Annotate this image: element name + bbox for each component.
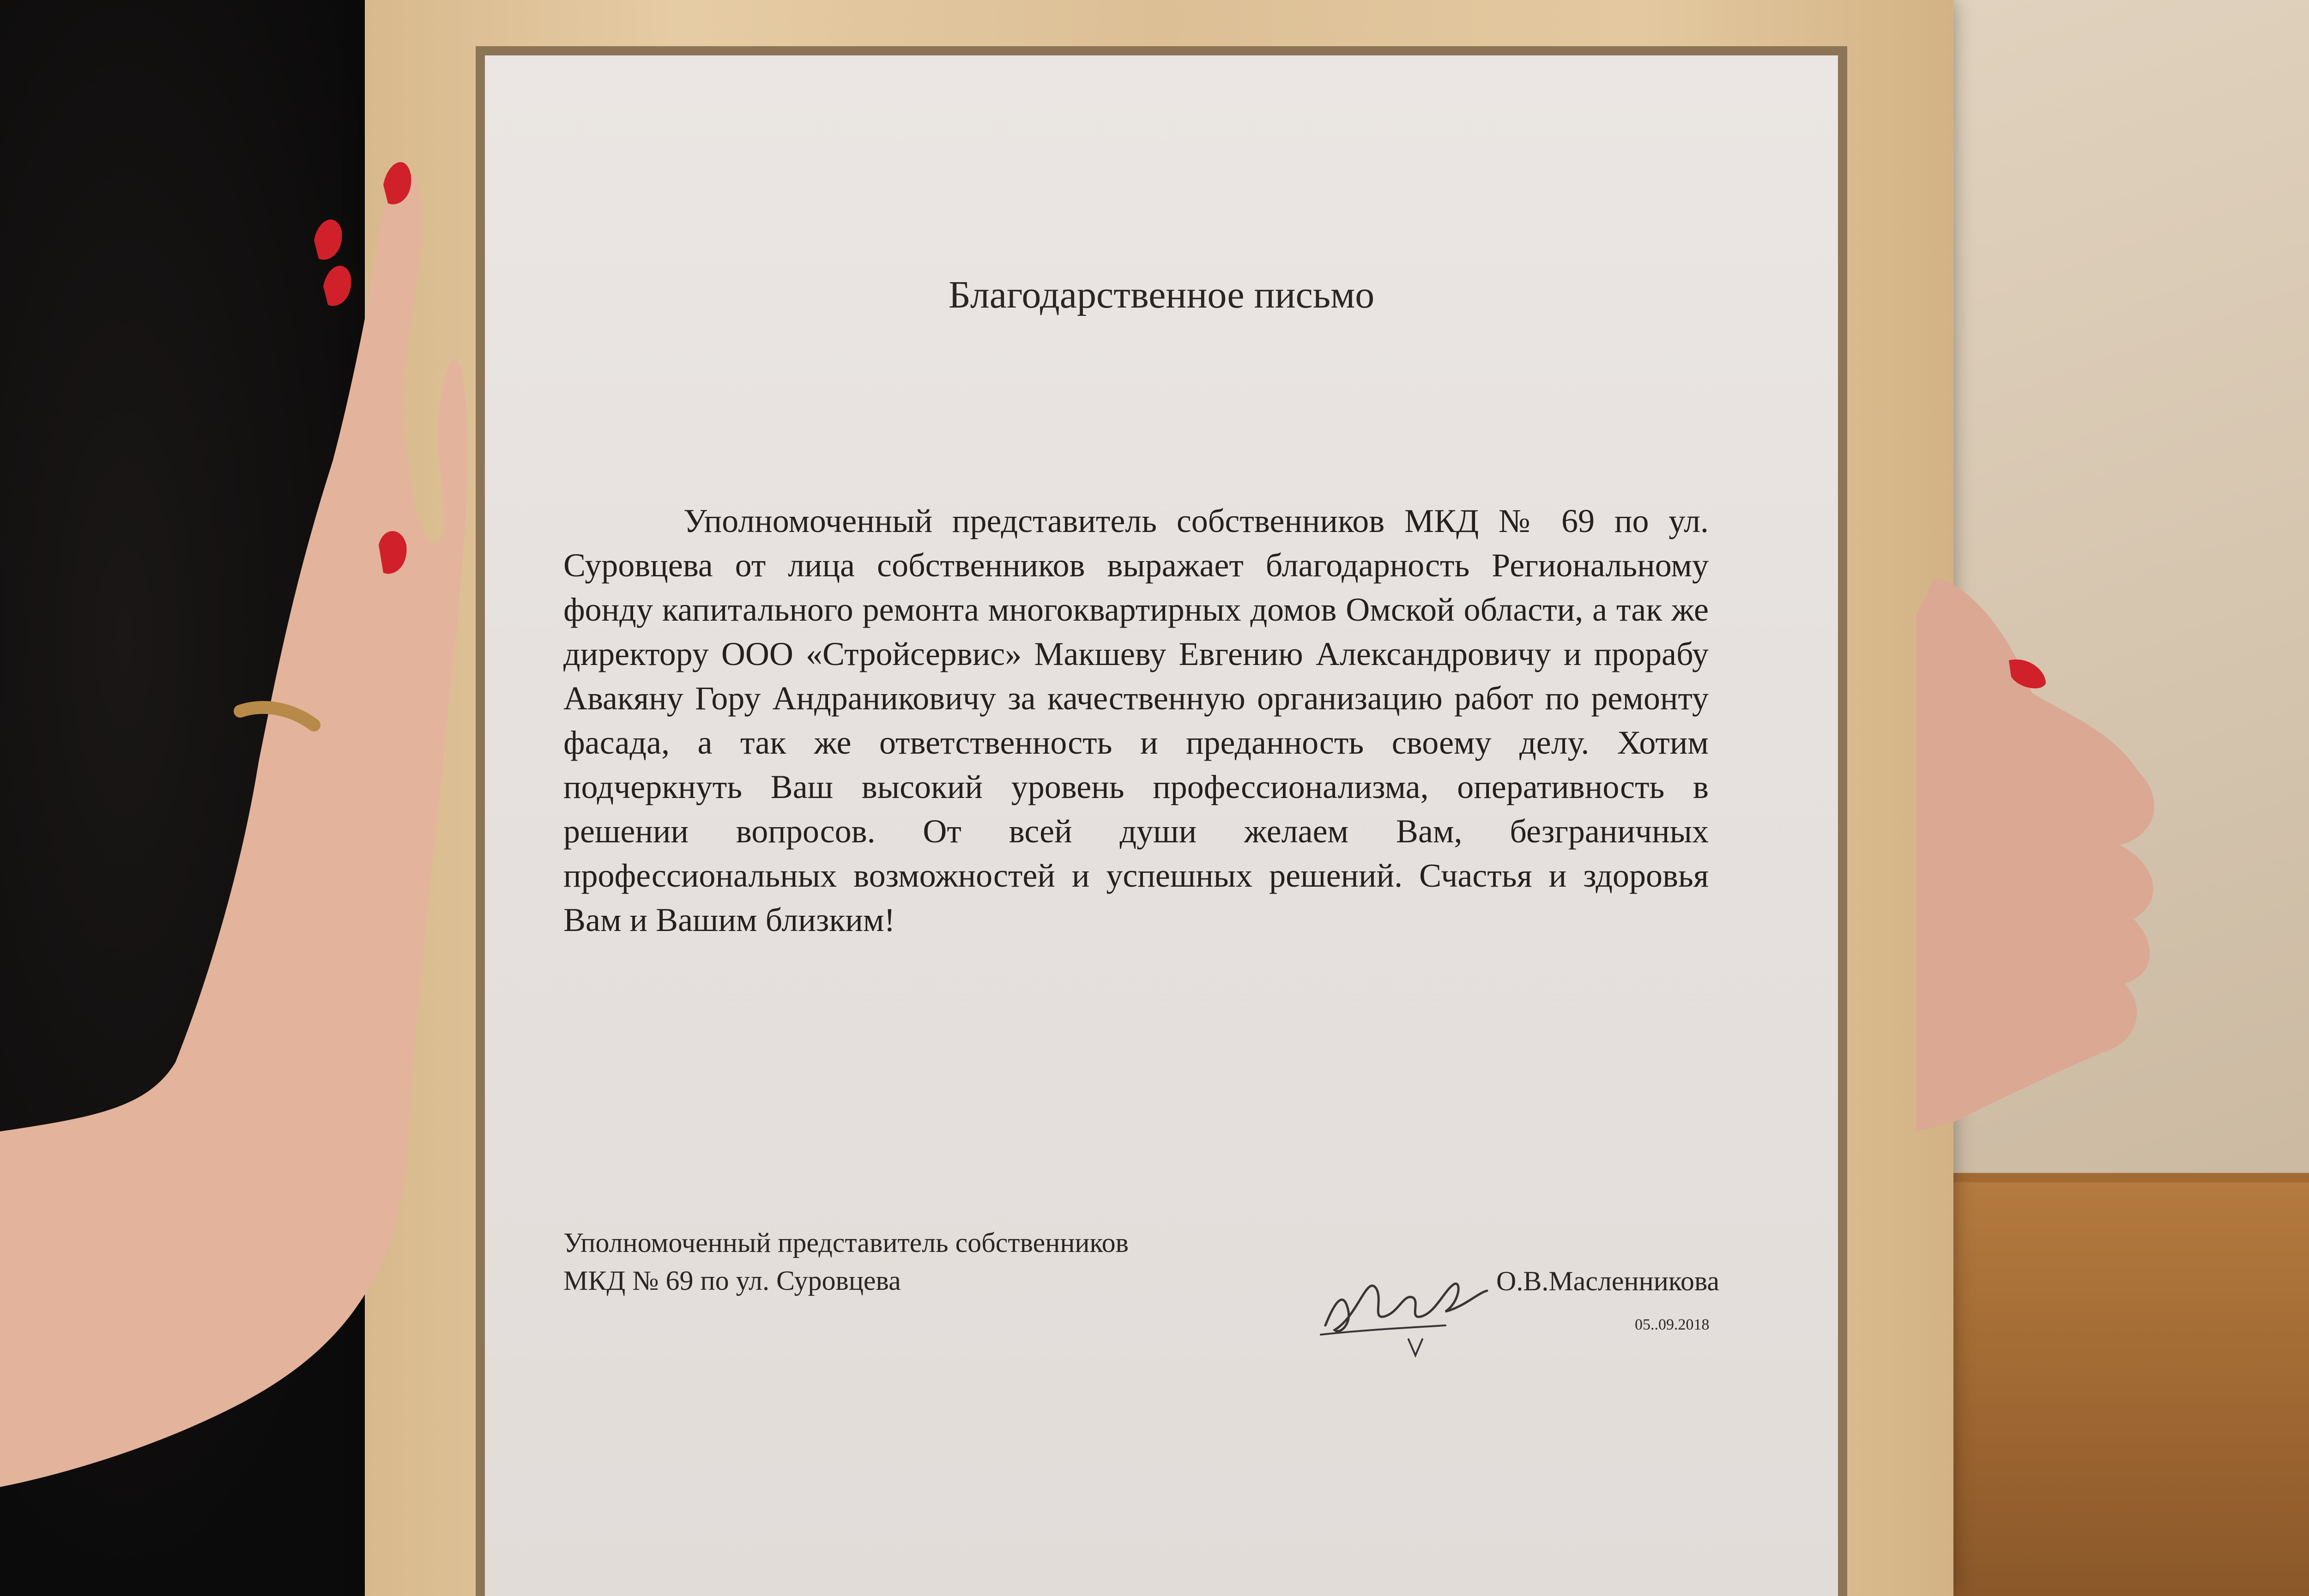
signer-name: О.В.Масленникова	[1496, 1266, 1720, 1296]
signer-role	[563, 1224, 1256, 1300]
handwritten-signature	[1307, 1247, 1501, 1367]
signer-role-line-2: МКД № 69 по ул. Суровцева	[563, 1265, 901, 1296]
right-hand	[1916, 577, 2175, 1247]
signer-role-line-1: Уполномоченный представитель собственников	[563, 1227, 1129, 1258]
letter-title: Благодарственное письмо	[948, 273, 1375, 316]
letter-date: 05..09.2018	[1635, 1316, 1710, 1333]
thank-you-letter	[485, 55, 1838, 1596]
left-hand	[0, 0, 508, 1596]
wooden-picture-frame	[365, 0, 1953, 1596]
letter-body: Уполномоченный представитель собственников МКД № 69 по ул. Суровцева от лица собственников выражает благодарность Региональному фонду капитального ремонта многоквартирных домов Омской области, а так же директору ООО «Стройсервис» Макшеву Евгению Александровичу и прорабу Авакяну Гору Андраниковичу за качественную организацию работ по ремонту фасада, а так же ответственность и преданность своему делу. Хотим подчеркнуть Ваш высокий уровень профессионализма, оперативность в решении вопросов. От всей души желаем Вам, безграничных профессиональных возможностей и успешных решений. Счастья и здоровья Вам и Вашим близким!	[563, 502, 1709, 938]
